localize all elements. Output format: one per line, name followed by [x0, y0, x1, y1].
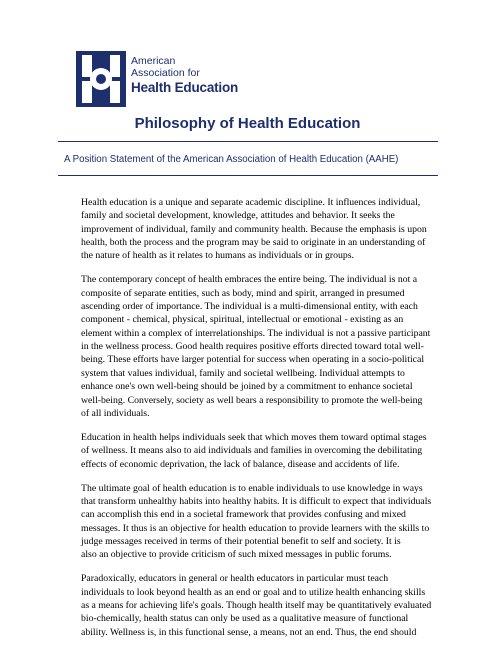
text-line: ascending order of importance. The individual is a multi-dimensional entity, with each	[81, 301, 418, 313]
paragraph-5	[81, 572, 431, 639]
page-title: Philosophy of Health Education	[134, 115, 361, 132]
text-line: of wellness. It means also to aid individuals and families in overcoming the debilitating	[81, 445, 423, 457]
aahe-logo-mark-icon	[76, 51, 126, 107]
text-line: can accomplish this end in a societal framework that provides confusing and mixed	[81, 509, 406, 521]
paragraph-4	[81, 482, 431, 562]
text-line: also an objective to provide criticism of such mixed messages in public forums.	[81, 549, 392, 561]
text-line: health, both the process and the program may be said to originate in an understanding of	[81, 237, 426, 249]
logo-line-health-education: Health Education	[131, 80, 239, 95]
text-line: the nature of health as it relates to humans as individuals or in groups.	[81, 250, 354, 262]
paragraph-3	[81, 431, 431, 471]
text-line: composite of separate entities, such as body, mind and spirit, arranged in presumed	[81, 287, 405, 299]
text-line: individuals to look beyond health as an end or goal and to utilize health enhancing skills	[81, 586, 426, 598]
text-line: Education in health helps individuals seek that which moves them toward optimal stages	[81, 431, 427, 443]
text-line: effects of economic deprivation, the lack of balance, disease and accidents of life.	[81, 458, 400, 470]
text-line: enhance one's own well-being should be joined by a commitment to enhance societal	[81, 381, 413, 393]
text-line: as a means for achieving life's goals. Though health itself may be quantitatively evaluated	[81, 600, 432, 612]
document-body	[81, 196, 431, 650]
text-line: component - chemical, physical, spiritual, intellectual or emotional - existing as an	[81, 314, 404, 326]
text-line: Health education is a unique and separate academic discipline. It influences individual,	[81, 197, 421, 208]
divider-bottom	[58, 175, 438, 176]
page-subtitle: A Position Statement of the American Association of Health Education (AAHE)	[64, 154, 399, 165]
text-line: The ultimate goal of health education is to enable individuals to use knowledge in ways	[81, 482, 423, 494]
text-line: in the wellness process. Good health requires positive efforts directed toward total well-	[81, 341, 424, 353]
paragraph-1	[81, 196, 431, 263]
text-line: Paradoxically, educators in general or health educators in particular must teach	[81, 573, 389, 585]
text-line: element within a complex of interrelationships. The individual is not a passive participant	[81, 327, 431, 339]
text-line: judge messages received in terms of their potential benefit to self and society. It is	[81, 535, 401, 547]
text-line: being. These efforts have larger potential for success when operating in a socio-political	[81, 354, 425, 366]
logo-line-association: Association for	[131, 67, 200, 79]
logo-line-american: American	[131, 55, 176, 67]
text-line: that transform unhealthy habits into healthy habits. It is difficult to expect that individuals	[81, 495, 432, 507]
aahe-logo	[76, 51, 246, 107]
text-line: system that values individual, family and societal wellbeing. Individual attempts to	[81, 367, 405, 379]
divider-top	[58, 141, 438, 142]
text-line: bio-chemically, health status can only be used as a qualitative measure of functional	[81, 613, 409, 625]
text-line: messages. It thus is an objective for health education to provide learners with the skills to	[81, 522, 430, 534]
text-line: ability. Wellness is, in this functional sense, a means, not an end. Thus, the end should	[81, 626, 417, 638]
paragraph-2	[81, 273, 431, 420]
text-line: improvement of individual, family and community health. Because the emphasis is upon	[81, 223, 427, 235]
text-line: family and societal development, knowledge, attitudes and behavior. It seeks the	[81, 210, 395, 222]
logo-text	[131, 55, 238, 96]
text-line: of all individuals.	[81, 407, 150, 419]
text-line: well-being. Conversely, society as well bears a responsibility to promote the well-being	[81, 394, 423, 406]
text-line: The contemporary concept of health embraces the entire being. The individual is not a	[81, 274, 418, 286]
